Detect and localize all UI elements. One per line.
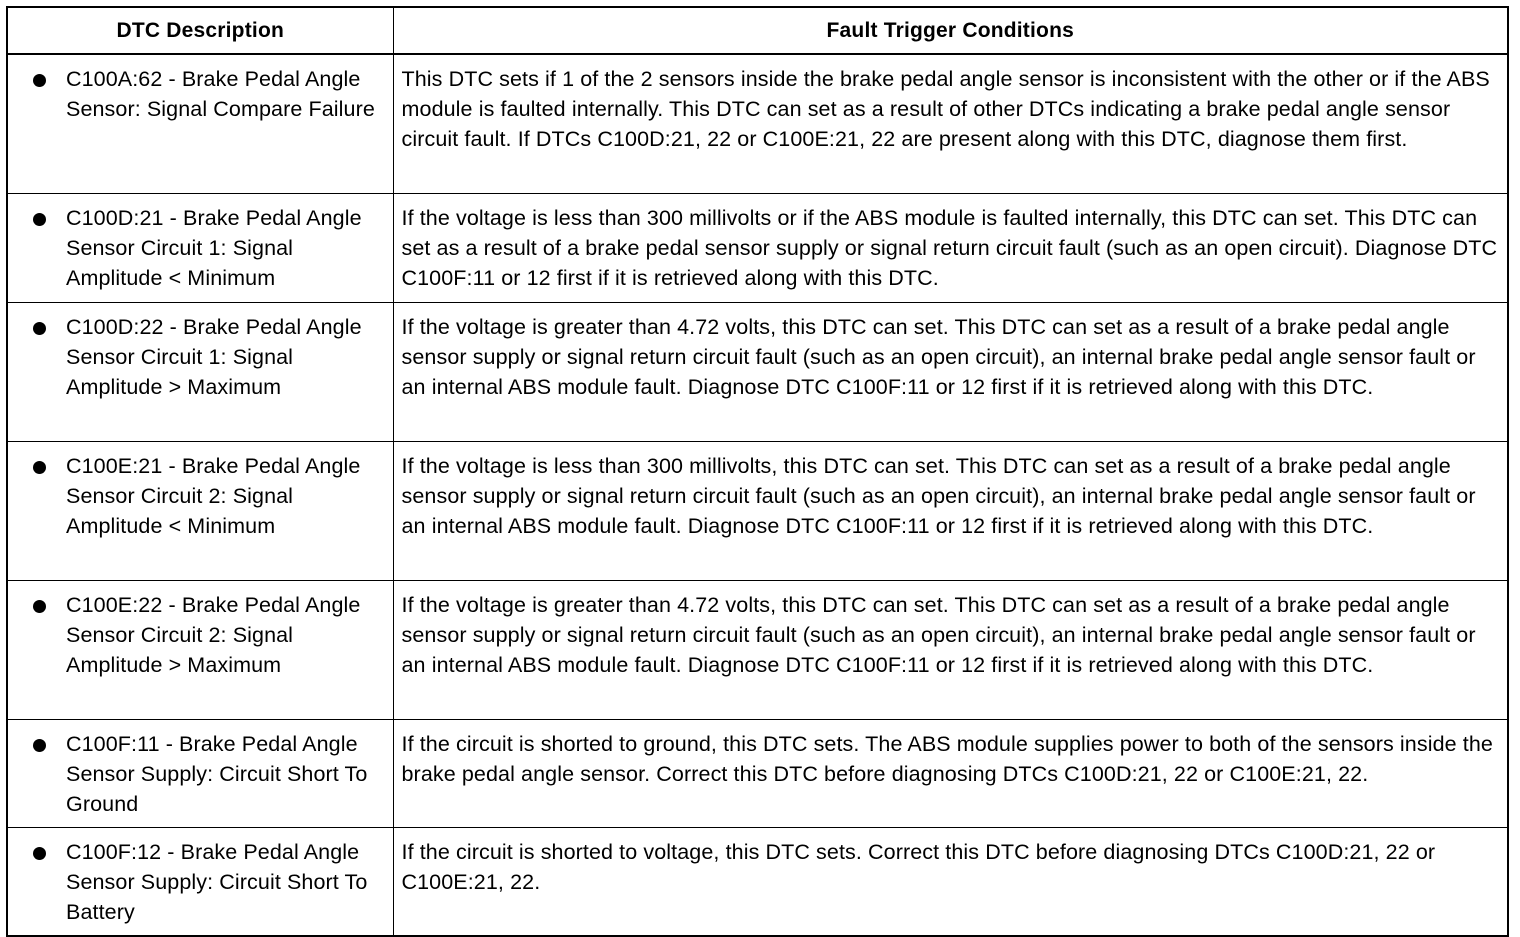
bullet-icon (33, 600, 46, 613)
dtc-description-cell (7, 442, 393, 581)
dtc-description-cell (7, 720, 393, 828)
bullet-icon (33, 461, 46, 474)
fault-conditions-cell: This DTC sets if 1 of the 2 sensors inside the brake pedal angle sensor is inconsistent with the other or if the ABS module is faulted internally. This DTC can set as a result of other DTCs indicating a brake pedal angle sensor circuit fault. If DTCs C100D:21, 22 or C100E:21, 22 are present along with this DTC, diagnose them first. (393, 54, 1508, 194)
table-row (7, 720, 1508, 828)
table-row (7, 581, 1508, 720)
dtc-description-cell (7, 581, 393, 720)
bullet-icon (33, 213, 46, 226)
dtc-table-container (6, 6, 1509, 937)
bullet-icon (33, 847, 46, 860)
fault-conditions-cell: If the voltage is greater than 4.72 volts, this DTC can set. This DTC can set as a result of a brake pedal angle sensor supply or signal return circuit fault (such as an open circuit), an internal brake pedal angle sensor fault or an internal ABS module fault. Diagnose DTC C100F:11 or 12 first if it is retrieved along with this DTC. (393, 303, 1508, 442)
fault-conditions-cell: If the circuit is shorted to ground, this DTC sets. The ABS module supplies power to both of the sensors inside the brake pedal angle sensor. Correct this DTC before diagnosing DTCs C100D:21, 22 or C100E:21, 22. (393, 720, 1508, 828)
bullet-icon (33, 739, 46, 752)
fault-conditions-cell: If the voltage is greater than 4.72 volts, this DTC can set. This DTC can set as a result of a brake pedal angle sensor supply or signal return circuit fault (such as an open circuit), an internal brake pedal angle sensor fault or an internal ABS module fault. Diagnose DTC C100F:11 or 12 first if it is retrieved along with this DTC. (393, 581, 1508, 720)
dtc-description-text: C100F:11 - Brake Pedal Angle Sensor Supply: Circuit Short To Ground (66, 732, 368, 816)
bullet-icon (33, 74, 46, 87)
dtc-description-cell (7, 303, 393, 442)
dtc-table (6, 6, 1509, 937)
dtc-description-text: C100D:22 - Brake Pedal Angle Sensor Circuit 1: Signal Amplitude > Maximum (66, 315, 362, 399)
header-fault-trigger-conditions: Fault Trigger Conditions (393, 7, 1508, 54)
header-dtc-description: DTC Description (7, 7, 393, 54)
dtc-description-text: C100E:21 - Brake Pedal Angle Sensor Circuit 2: Signal Amplitude < Minimum (66, 454, 361, 538)
table-row (7, 194, 1508, 303)
fault-conditions-cell: If the voltage is less than 300 millivolts, this DTC can set. This DTC can set as a result of a brake pedal angle sensor supply or signal return circuit fault (such as an open circuit), an internal brake pedal angle sensor fault or an internal ABS module fault. Diagnose DTC C100F:11 or 12 first if it is retrieved along with this DTC. (393, 442, 1508, 581)
table-header-row (7, 7, 1508, 54)
table-row (7, 828, 1508, 937)
fault-conditions-cell: If the circuit is shorted to voltage, this DTC sets. Correct this DTC before diagnosing DTCs C100D:21, 22 or C100E:21, 22. (393, 828, 1508, 937)
dtc-description-text: C100D:21 - Brake Pedal Angle Sensor Circuit 1: Signal Amplitude < Minimum (66, 206, 362, 290)
dtc-description-cell (7, 54, 393, 194)
dtc-description-text: C100A:62 - Brake Pedal Angle Sensor: Signal Compare Failure (66, 67, 375, 121)
fault-conditions-cell: If the voltage is less than 300 millivolts or if the ABS module is faulted internally, this DTC can set. This DTC can set as a result of a brake pedal sensor supply or signal return circuit fault (such as an open circuit). Diagnose DTC C100F:11 or 12 first if it is retrieved along with this DTC. (393, 194, 1508, 303)
dtc-description-cell (7, 194, 393, 303)
table-row (7, 442, 1508, 581)
dtc-description-text: C100E:22 - Brake Pedal Angle Sensor Circuit 2: Signal Amplitude > Maximum (66, 593, 361, 677)
dtc-description-text: C100F:12 - Brake Pedal Angle Sensor Supply: Circuit Short To Battery (66, 840, 368, 924)
table-row (7, 54, 1508, 194)
bullet-icon (33, 322, 46, 335)
dtc-description-cell (7, 828, 393, 937)
table-row (7, 303, 1508, 442)
